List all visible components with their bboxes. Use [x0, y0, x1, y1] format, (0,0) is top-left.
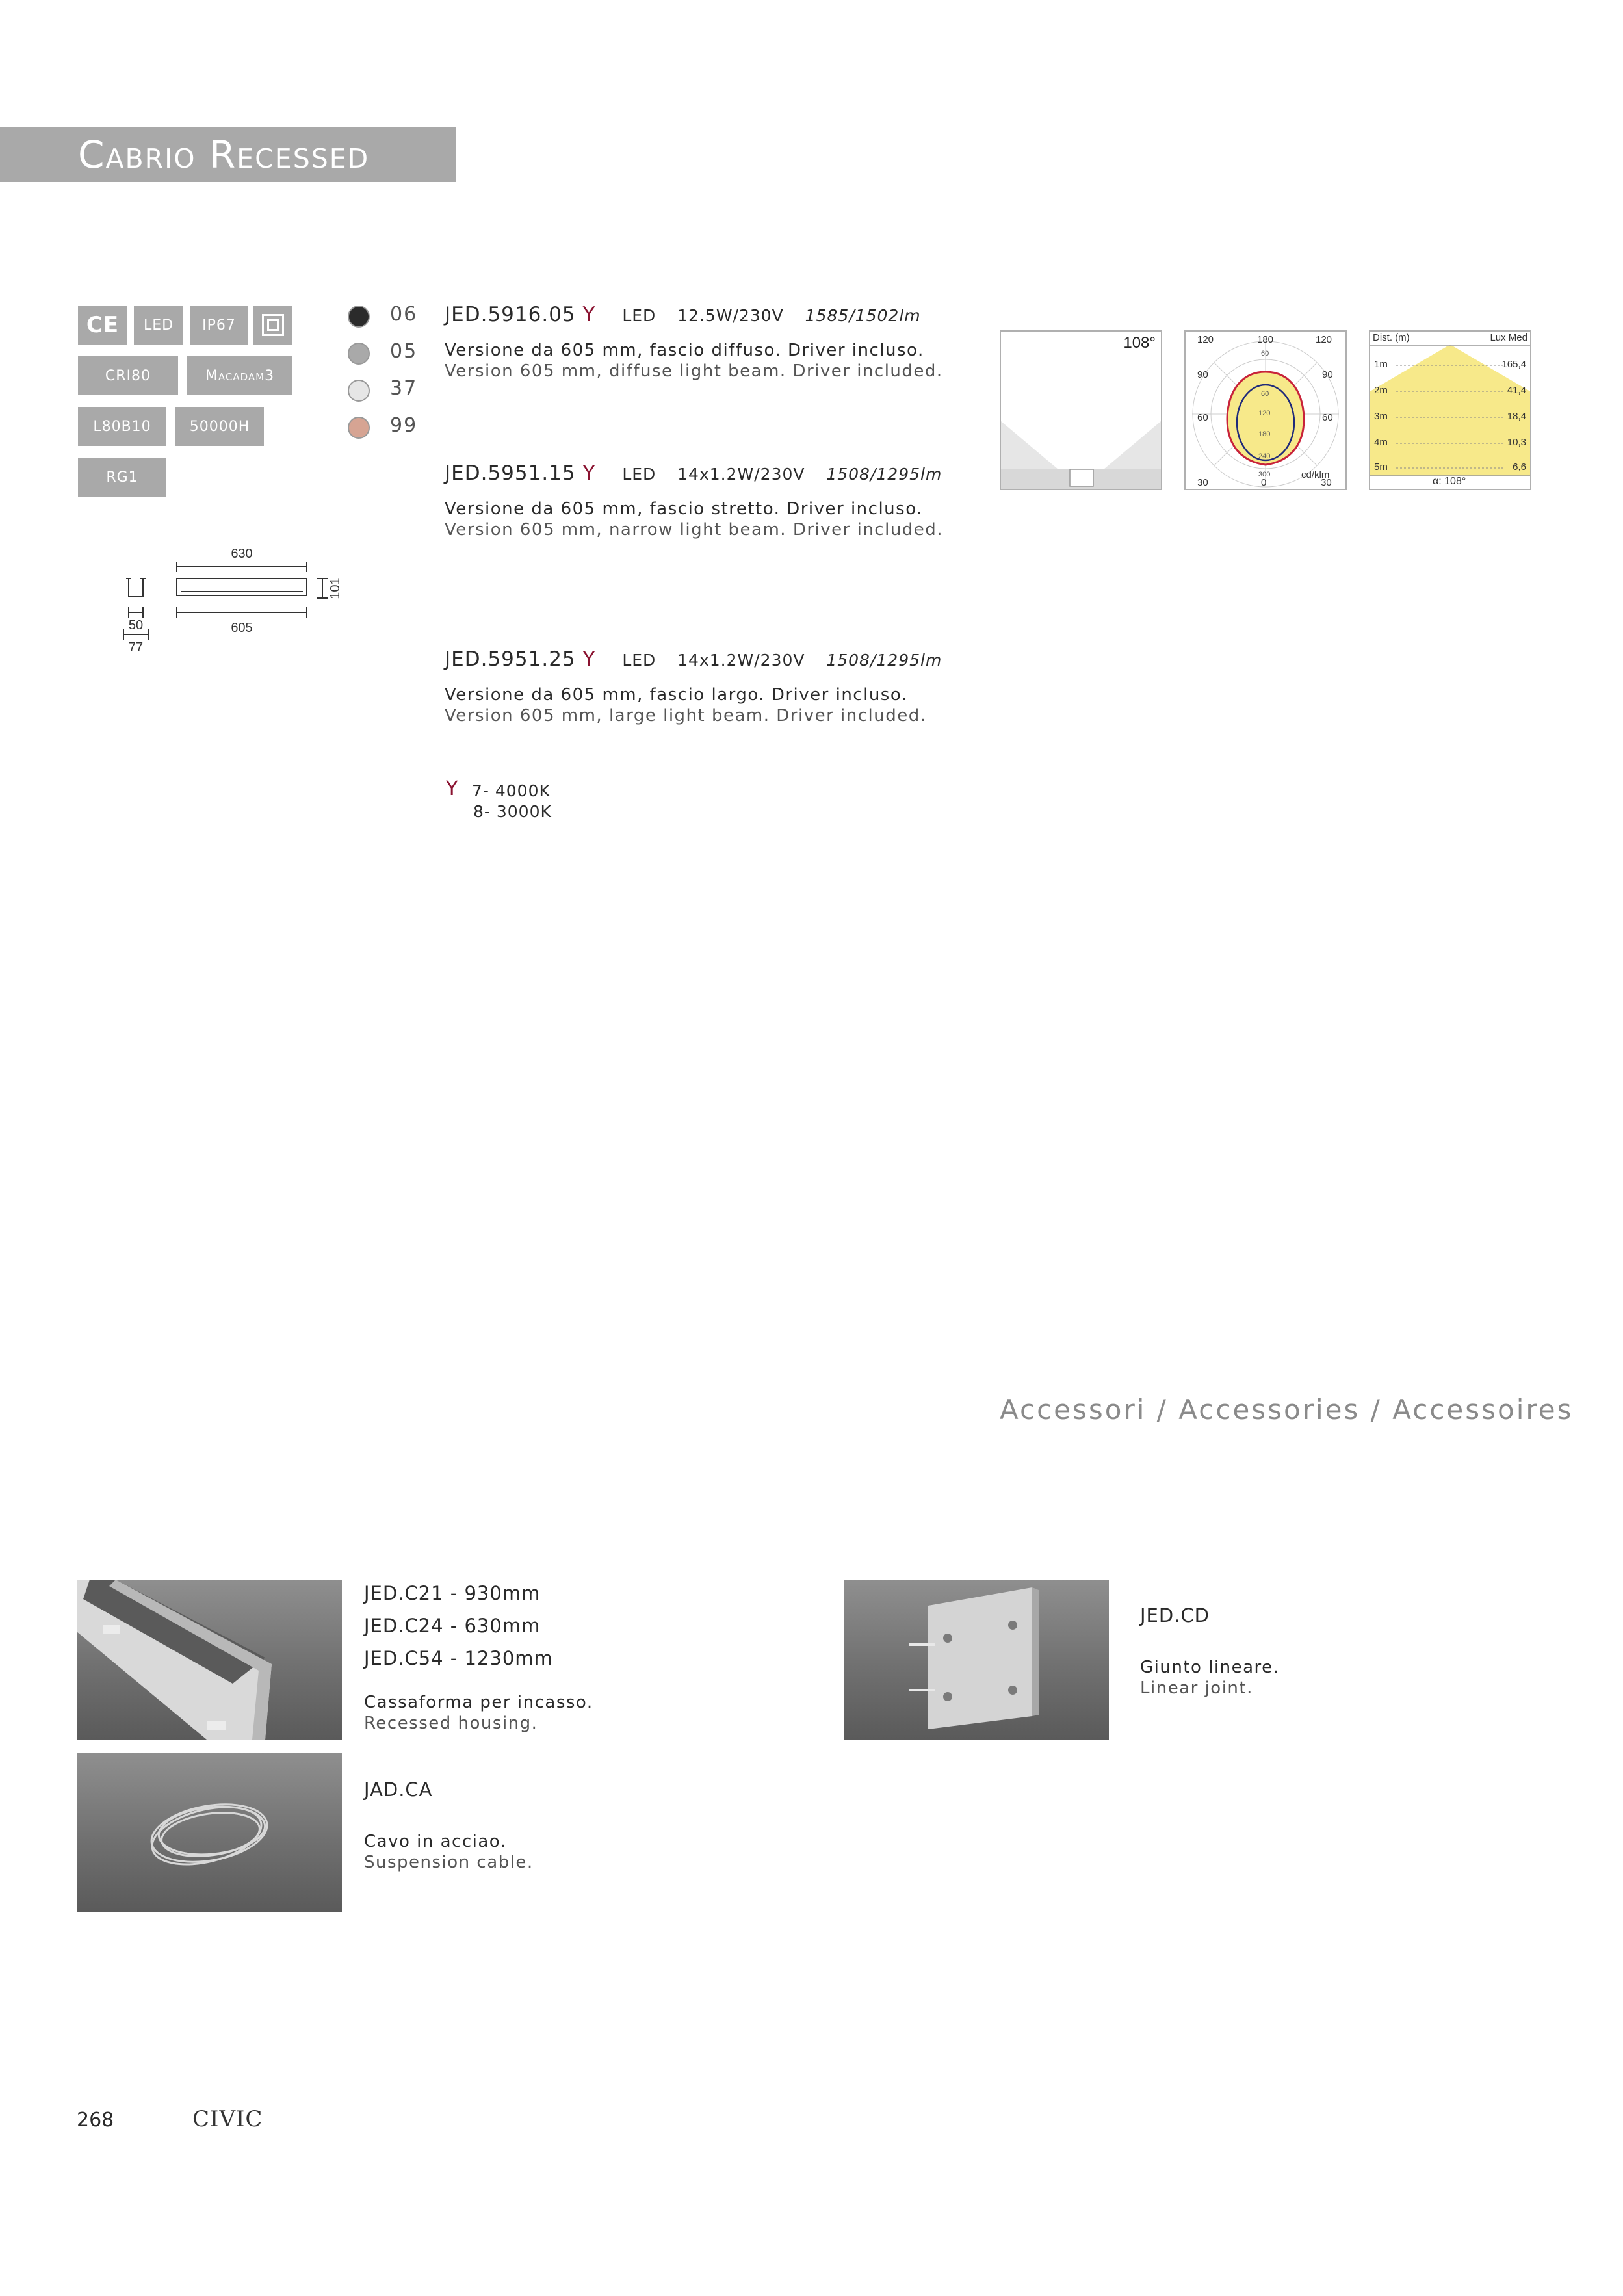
lux-row-distance: 5m: [1374, 462, 1388, 473]
lux-row-distance: 2m: [1374, 385, 1388, 396]
product-power: 14x1.2W/230V: [677, 465, 805, 484]
polar-ring-label: 120: [1258, 410, 1271, 417]
color-temp-symbol: Y: [446, 777, 459, 800]
civic-logo: CIVIC: [192, 2106, 263, 2132]
product-lumen: 1585/1502lm: [805, 306, 921, 325]
finish-swatch-37: [348, 380, 370, 402]
led-badge: LED: [134, 306, 183, 345]
lux-header-left: Dist. (m): [1373, 332, 1410, 343]
polar-diagram: [1184, 330, 1347, 490]
lux-row-value: 18,4: [1507, 411, 1526, 422]
housing-code: JED.C54 - 1230mm: [364, 1647, 553, 1669]
joint-desc-it: Giunto lineare.: [1140, 1658, 1280, 1677]
rg-badge: RG1: [78, 458, 166, 497]
finish-swatch-05: [348, 343, 370, 365]
polar-ring-label: 60: [1261, 350, 1269, 358]
joint-desc-en: Linear joint.: [1140, 1678, 1253, 1698]
product-code: JED.5916.05: [445, 303, 576, 326]
product-led: LED: [622, 651, 656, 670]
finish-code: 05: [390, 340, 418, 363]
lux-row-value: 41,4: [1507, 385, 1526, 396]
product-suffix: Y: [582, 303, 596, 326]
cable-desc-en: Suspension cable.: [364, 1853, 534, 1872]
section-title-band: [0, 127, 456, 182]
lux-table: [1369, 330, 1531, 490]
polar-ring-label: 60: [1261, 390, 1269, 398]
color-temp-4000k: 7- 4000K: [472, 781, 551, 800]
dim-bottom-label: 605: [231, 621, 253, 635]
lux-header-right: Lux Med: [1490, 332, 1527, 343]
finish-swatch-99: [348, 417, 370, 439]
dim-width1-label: 50: [128, 618, 144, 633]
product-suffix: Y: [582, 647, 596, 671]
dim-width2-label: 77: [128, 640, 144, 655]
product-code: JED.5951.25: [445, 647, 576, 671]
ce-badge: CE: [78, 306, 127, 345]
product-code-row: [445, 462, 942, 485]
finish-code: 06: [390, 303, 418, 326]
product-desc-it: Versione da 605 mm, fascio stretto. Driver incluso.: [445, 499, 923, 519]
cable-photo: [77, 1753, 342, 1912]
polar-label: 30: [1197, 477, 1208, 488]
finish-code: 99: [390, 414, 418, 437]
polar-ring-label: 240: [1258, 452, 1271, 460]
joint-code: JED.CD: [1140, 1604, 1210, 1626]
lux-row-distance: 1m: [1374, 359, 1388, 370]
class-ii-badge: [253, 306, 292, 345]
product-power: 14x1.2W/230V: [677, 651, 805, 670]
lux-footer: α: 108°: [1433, 476, 1466, 487]
product-desc-en: Version 605 mm, large light beam. Driver included.: [445, 706, 927, 725]
product-suffix: Y: [582, 462, 596, 485]
product-power: 12.5W/230V: [677, 306, 784, 325]
double-square-icon: [262, 314, 284, 336]
dimension-drawing: [121, 533, 355, 670]
housing-photo: [77, 1580, 342, 1740]
finish-code: 37: [390, 377, 418, 400]
product-lumen: 1508/1295lm: [826, 651, 942, 670]
beam-angle-diagram: [1000, 330, 1162, 490]
dim-top-label: 630: [231, 547, 253, 561]
product-code: JED.5951.15: [445, 462, 576, 485]
polar-ring-label: 180: [1258, 430, 1271, 438]
polar-label: 90: [1322, 369, 1333, 380]
cable-code: JAD.CA: [364, 1779, 433, 1801]
cable-desc-it: Cavo in acciao.: [364, 1832, 507, 1851]
polar-label: 60: [1197, 412, 1208, 423]
housing-code: JED.C24 - 630mm: [364, 1615, 541, 1637]
lux-row-value: 10,3: [1507, 437, 1526, 448]
polar-ring-label: 300: [1258, 471, 1271, 478]
product-lumen: 1508/1295lm: [826, 465, 942, 484]
product-desc-it: Versione da 605 mm, fascio diffuso. Driver incluso.: [445, 341, 924, 360]
cri-badge: CRI80: [78, 356, 178, 395]
finish-swatch-06: [348, 306, 370, 328]
product-code-row: [445, 303, 921, 326]
accessories-heading: Accessori / Accessories / Accessoires: [1000, 1394, 1574, 1426]
polar-label: 60: [1322, 412, 1333, 423]
ip-badge: IP67: [190, 306, 248, 345]
page-number: 268: [77, 2109, 114, 2132]
product-desc-en: Version 605 mm, narrow light beam. Driver included.: [445, 520, 944, 540]
lux-row-value: 6,6: [1513, 462, 1526, 473]
housing-code: JED.C21 - 930mm: [364, 1582, 541, 1604]
housing-desc-it: Cassaforma per incasso.: [364, 1693, 593, 1712]
product-led: LED: [622, 465, 656, 484]
polar-label: 120: [1316, 334, 1332, 345]
dim-height-label: 101: [328, 577, 343, 599]
polar-unit: cd/klm: [1301, 469, 1330, 480]
macadam-badge: Macadam3: [187, 356, 292, 395]
l80-badge: L80B10: [78, 407, 166, 446]
polar-label: 90: [1197, 369, 1208, 380]
joint-photo: [844, 1580, 1109, 1740]
color-temp-3000k: 8- 3000K: [473, 802, 552, 821]
product-led: LED: [622, 306, 656, 325]
product-desc-it: Versione da 605 mm, fascio largo. Driver incluso.: [445, 685, 908, 705]
section-title: Cabrio Recessed: [78, 133, 370, 177]
product-code-row: [445, 647, 942, 671]
lux-row-value: 165,4: [1501, 359, 1526, 370]
polar-label: 120: [1197, 334, 1214, 345]
polar-label: 30: [1321, 477, 1332, 488]
housing-desc-en: Recessed housing.: [364, 1714, 538, 1733]
hours-badge: 50000H: [175, 407, 264, 446]
lux-row-distance: 4m: [1374, 437, 1388, 448]
lux-row-distance: 3m: [1374, 411, 1388, 422]
polar-label: 0: [1261, 477, 1267, 488]
product-desc-en: Version 605 mm, diffuse light beam. Driver included.: [445, 361, 943, 381]
polar-label: 180: [1257, 334, 1274, 345]
beam-angle-label: 108°: [1123, 334, 1156, 352]
